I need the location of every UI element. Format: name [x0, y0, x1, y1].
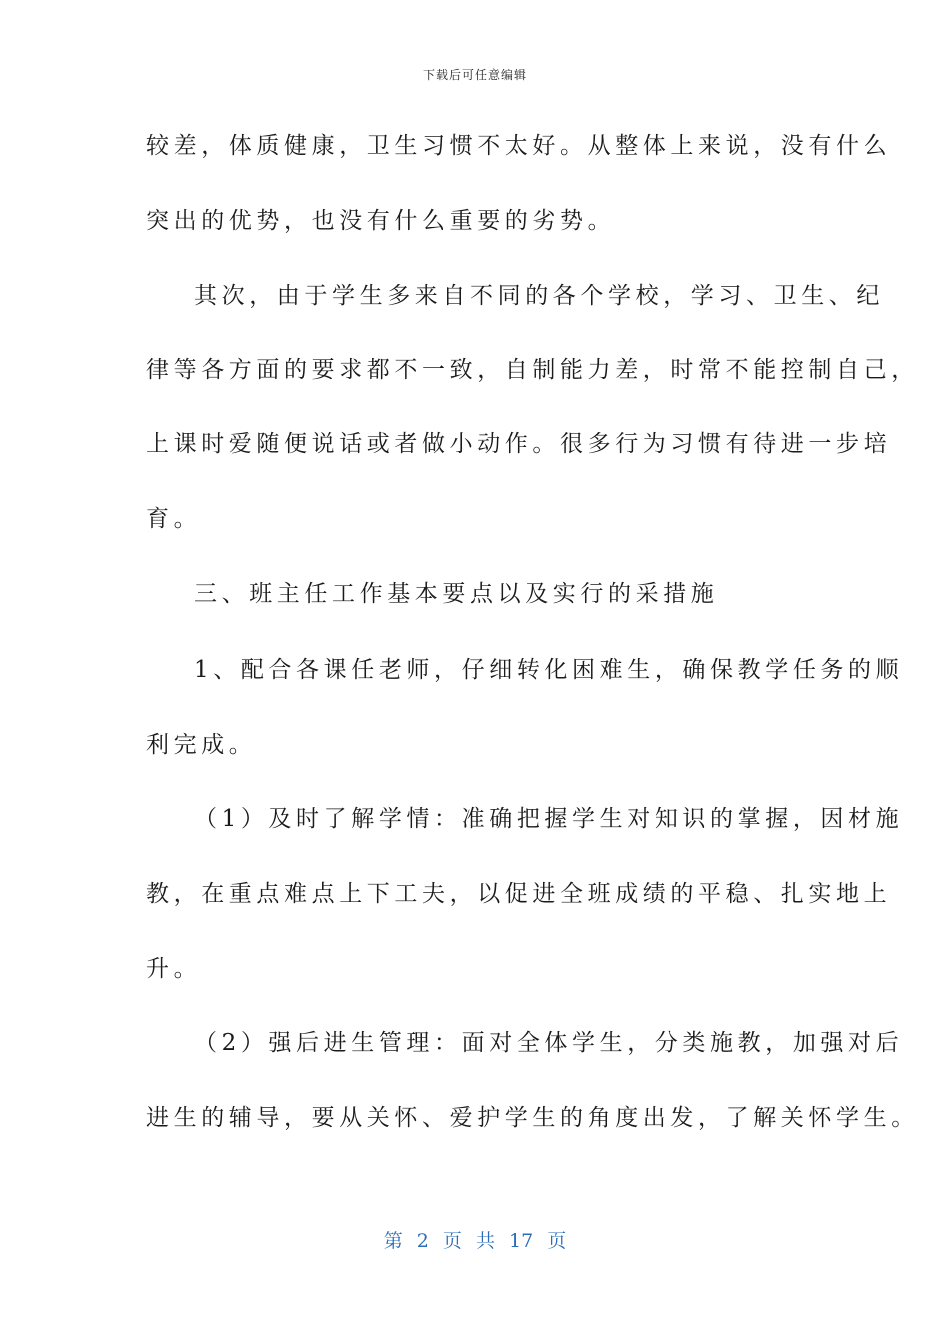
body-line-3: 其次，由于学生多来自不同的各个学校，学习、卫生、纪: [194, 283, 884, 309]
body-line-9: 利完成。: [146, 732, 257, 758]
body-line-10: （1）及时了解学情：准确把握学生对知识的掌握，因材施: [194, 806, 904, 832]
section-heading: 三、班主任工作基本要点以及实行的采措施: [194, 581, 719, 607]
body-line-2: 突出的优势，也没有什么重要的劣势。: [146, 208, 616, 234]
body-line-8: 1、配合各课任老师，仔细转化困难生，确保教学任务的顺: [194, 657, 904, 683]
body-line-4: 律等各方面的要求都不一致，自制能力差，时常不能控制自己，: [146, 357, 919, 383]
body-line-6: 育。: [146, 506, 202, 532]
body-line-12: 升。: [146, 956, 202, 982]
header-note: 下载后可任意编辑: [422, 68, 527, 82]
body-line-1: 较差，体质健康，卫生习惯不太好。从整体上来说，没有什么: [146, 133, 892, 159]
body-line-11: 教，在重点难点上下工夫，以促进全班成绩的平稳、扎实地上: [146, 881, 892, 907]
body-line-5: 上课时爱随便说话或者做小动作。很多行为习惯有待进一步培: [146, 431, 892, 457]
body-line-14: 进生的辅导，要从关怀、爱护学生的角度出发，了解关怀学生。: [146, 1105, 919, 1131]
body-line-13: （2）强后进生管理：面对全体学生，分类施教，加强对后: [194, 1030, 904, 1056]
page-number-footer: 第 2 页 共 17 页: [383, 1230, 567, 1252]
